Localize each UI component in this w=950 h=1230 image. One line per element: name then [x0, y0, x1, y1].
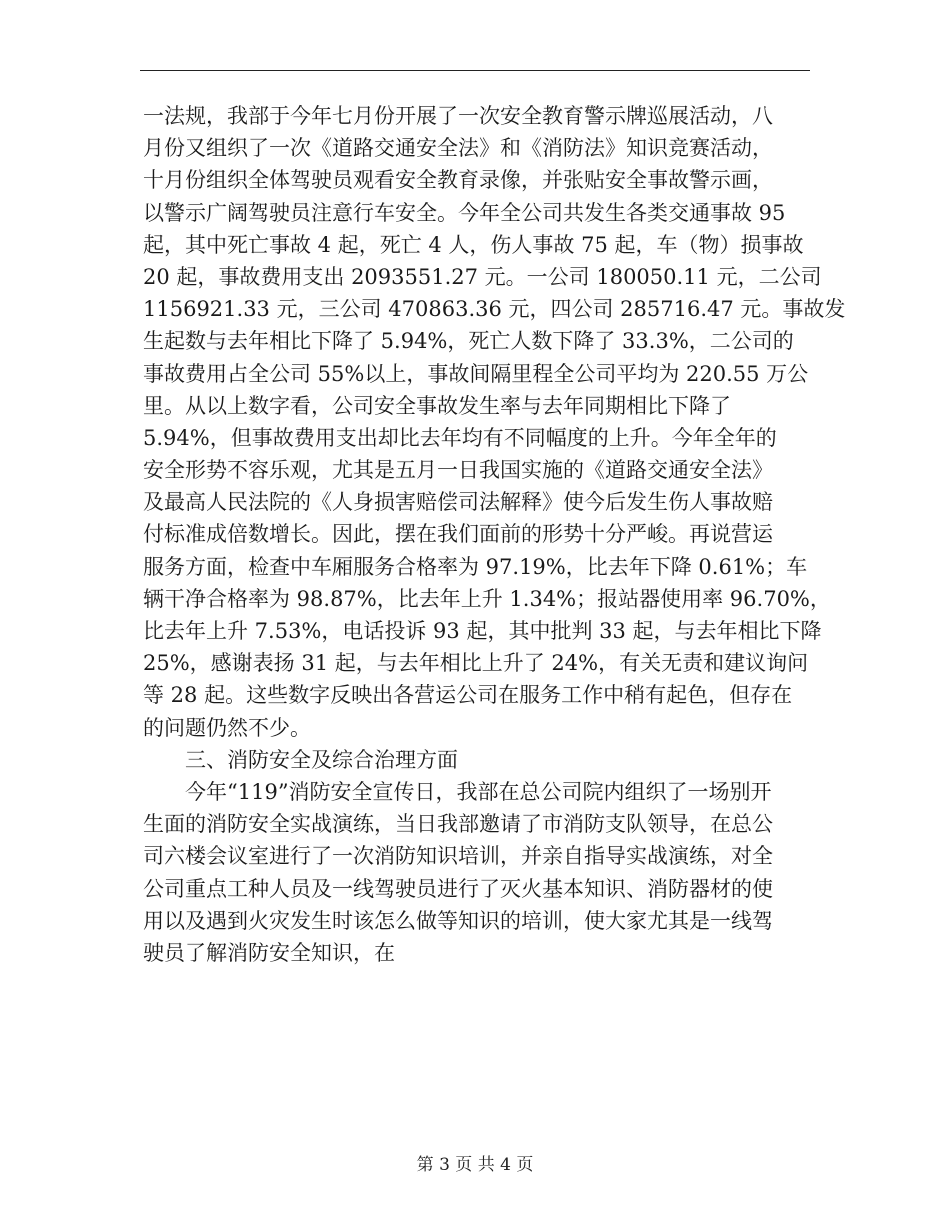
text-line: 月份又组织了一次《道路交通安全法》和《消防法》知识竞赛活动， — [143, 136, 773, 161]
text-line: 服务方面，检查中车厢服务合格率为 97.19%，比去年下降 0.61%；车 — [143, 554, 808, 579]
text-line: 公司重点工种人员及一线驾驶员进行了灭火基本知识、消防器材的使 — [143, 876, 773, 901]
text-line: 辆干净合格率为 98.87%，比去年上升 1.34%；报站器使用率 96.70%， — [143, 586, 831, 611]
text-line: 的问题仍然不少。 — [143, 715, 311, 740]
text-line: 付标准成倍数增长。因此，摆在我们面前的形势十分严峻。再说营运 — [143, 522, 773, 547]
text-line: 今年“119”消防安全宣传日，我部在总公司院内组织了一场别开 — [185, 779, 772, 804]
text-line: 及最高人民法院的《人身损害赔偿司法解释》使今后发生伤人事故赔 — [143, 490, 773, 515]
text-line: 以警示广阔驾驶员注意行车安全。今年全公司共发生各类交通事故 95 — [143, 200, 786, 225]
text-line: 十月份组织全体驾驶员观看安全教育录像，并张贴安全事故警示画， — [143, 168, 773, 193]
text-line: 里。从以上数字看，公司安全事故发生率与去年同期相比下降了 — [143, 393, 731, 418]
text-line: 司六楼会议室进行了一次消防知识培训，并亲自指导实战演练，对全 — [143, 844, 773, 869]
page-footer: 第 3 页 共 4 页 — [416, 1155, 534, 1175]
body-text — [143, 100, 846, 969]
text-line: 事故费用占全公司 55%以上，事故间隔里程全公司平均为 220.55 万公 — [143, 361, 809, 386]
text-line: 起，其中死亡事故 4 起，死亡 4 人，伤人事故 75 起，车（物）损事故 — [143, 232, 804, 257]
text-line: 一法规，我部于今年七月份开展了一次安全教育警示牌巡展活动，八 — [143, 104, 773, 128]
text-line: 20 起，事故费用支出 2093551.27 元。一公司 180050.11 元，二公司 — [143, 264, 822, 289]
text-line: 驶员了解消防安全知识，在 — [143, 940, 395, 965]
text-line: 25%，感谢表扬 31 起，与去年相比上升了 24%，有关无责和建议询问 — [143, 651, 809, 676]
text-line: 用以及遇到火灾发生时该怎么做等知识的培训，使大家尤其是一线驾 — [143, 908, 773, 933]
text-line: 生面的消防安全实战演练，当日我部邀请了市消防支队领导，在总公 — [143, 812, 773, 837]
text-line: 生起数与去年相比下降了 5.94%，死亡人数下降了 33.3%，二公司的 — [143, 329, 794, 354]
text-line: 安全形势不容乐观，尤其是五月一日我国实施的《道路交通安全法》 — [143, 458, 773, 483]
header-rule — [140, 70, 810, 71]
text-line: 比去年上升 7.53%，电话投诉 93 起，其中批判 33 起，与去年相比下降 — [143, 619, 822, 643]
section-heading: 三、消防安全及综合治理方面 — [185, 747, 458, 772]
text-line: 1156921.33 元，三公司 470863.36 元，四公司 285716.47 元。事故发 — [143, 297, 846, 322]
text-line: 5.94%，但事故费用支出却比去年均有不同幅度的上升。今年全年的 — [143, 425, 777, 450]
text-line: 等 28 起。这些数字反映出各营运公司在服务工作中稍有起色，但存在 — [143, 683, 793, 708]
